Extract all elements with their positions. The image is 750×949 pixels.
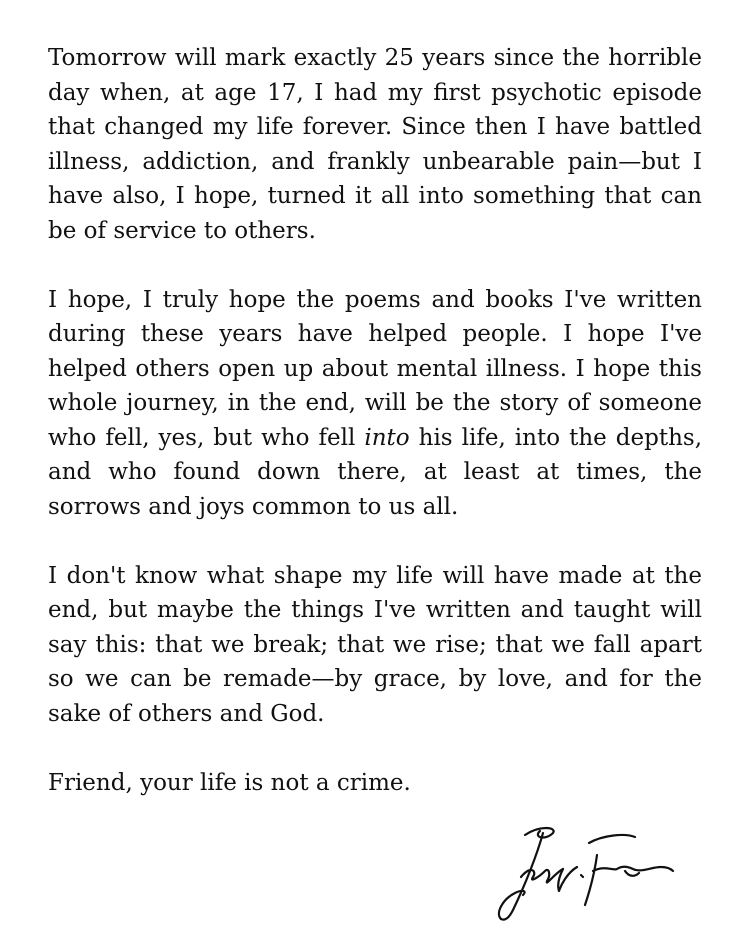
paragraph (48, 283, 702, 525)
closing-line (48, 766, 702, 801)
paragraph (48, 559, 702, 732)
paragraph-text: I hope, I truly hope the poems and books I've written during these years have helped people. I hope I've helped others open up about mental illness. I hope this whole journey, in the end, will be the story of someone who fell, yes, but who fell (48, 286, 702, 451)
handwritten-signature (485, 815, 675, 925)
closing-text: Friend, your life is not a crime. (48, 769, 411, 796)
paragraph-text: I don't know what shape my life will have made at the end, but maybe the things I've written and taught will say this: that we break; that we rise; that we fall apart so we can be remade—by grace, by love, and for the sake of others and God. (48, 562, 702, 727)
paragraph-text: Tomorrow will mark exactly 25 years since the horrible day when, at age 17, I had my first psychotic episode that changed my life forever. Since then I have battled illness, addiction, and frankly unbearable pain—but I have also, I hope, turned it all into something that can be of service to others. (48, 45, 702, 244)
paragraph (48, 41, 702, 248)
emphasis-text: into (364, 424, 410, 451)
paragraph-text: his life, into the depths, and who found down there, at least at times, the sorrows and joys common to us all. (48, 424, 703, 520)
letter-body (48, 41, 702, 800)
